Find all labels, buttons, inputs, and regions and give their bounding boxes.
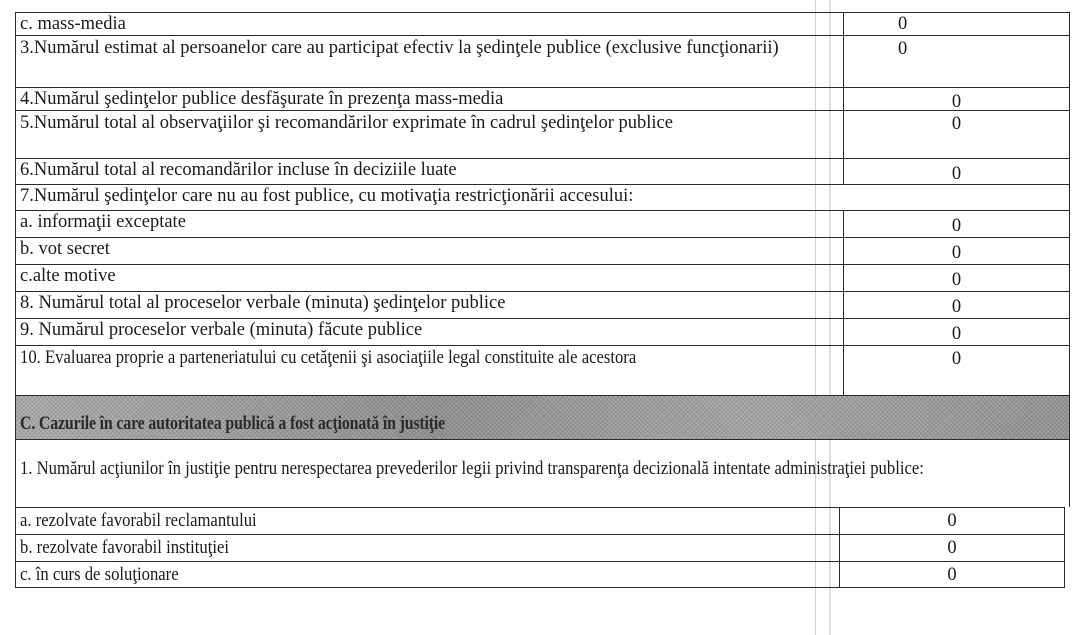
table-row [15,291,1070,318]
row-label-text: 10. Evaluarea proprie a parteneriatului cu cetăţenii şi asociaţiile legal constituite ale acestora [20,348,637,368]
row-label-text: b. rezolvate favorabil instituţiei [20,538,229,558]
row-value: 0 [898,14,908,34]
row-value: 0 [951,216,962,236]
table-row [15,12,1070,35]
row-value: 0 [951,270,962,290]
table-row [15,35,1070,87]
row-label: b. vot secret [16,238,844,264]
table-row [15,264,1070,291]
table-row [15,110,1070,158]
row-label-text: a. rezolvate favorabil reclamantului [20,511,257,531]
row-value: 0 [951,324,962,344]
table-row [15,87,1070,110]
row-label: a. informaţii exceptate [16,211,844,237]
row-label: c. mass-media [16,13,844,35]
table-row [15,158,1070,184]
table-row [15,237,1070,264]
section-c-rows [15,507,1065,588]
row-label: 3.Numărul estimat al persoanelor care au participat efectiv la şedinţele publice (exclusive funcţionarii) [16,36,844,87]
row-label: 9. Numărul proceselor verbale (minuta) făcute publice [16,319,844,345]
table-row [15,561,1065,588]
row-label [16,562,840,587]
row-label [16,346,844,395]
section-c-header [15,395,1070,439]
table-row [15,534,1065,561]
row-label-text: c. în curs de soluţionare [20,565,179,585]
row-value: 0 [951,297,962,317]
transparency-report-table [15,12,1070,588]
row-value: 0 [947,511,957,531]
row-label: 8. Numărul total al proceselor verbale (minuta) şedinţelor publice [16,292,844,318]
row-label: 5.Numărul total al observaţiilor şi recomandărilor exprimate în cadrul şedinţelor publice [16,111,844,158]
row-value: 0 [951,349,962,369]
row-value: 0 [951,114,962,134]
table-row [15,210,1070,237]
row-label [16,508,840,534]
row-label: 6.Numărul total al recomandărilor incluse în deciziile luate [16,159,844,184]
row-value: 0 [947,565,957,585]
section-c-title: C. Cazurile în care autoritatea publică a fost acţionată în justiţie [20,414,446,434]
row-label: 7.Numărul şedinţelor care nu au fost publice, cu motivaţia restricţionării accesului: [20,186,634,206]
row-label [16,535,840,561]
table-row [15,507,1065,534]
row-value: 0 [898,39,908,59]
row-value: 0 [951,92,962,112]
row-value: 0 [947,538,957,558]
row-label: 4.Numărul şedinţelor publice desfăşurate în prezenţa mass-media [16,88,844,110]
row-label: c.alte motive [16,265,844,291]
table-row [15,345,1070,395]
section-c-intro-text: 1. Numărul acţiunilor în justiţie pentru nerespectarea prevederilor legii privind transparenţa decizională intentate administraţiei publice: [20,459,924,479]
table-row [15,184,1070,210]
row-value: 0 [951,243,962,263]
table-row [15,318,1070,345]
section-c-intro [15,439,1070,507]
row-value: 0 [951,164,962,184]
